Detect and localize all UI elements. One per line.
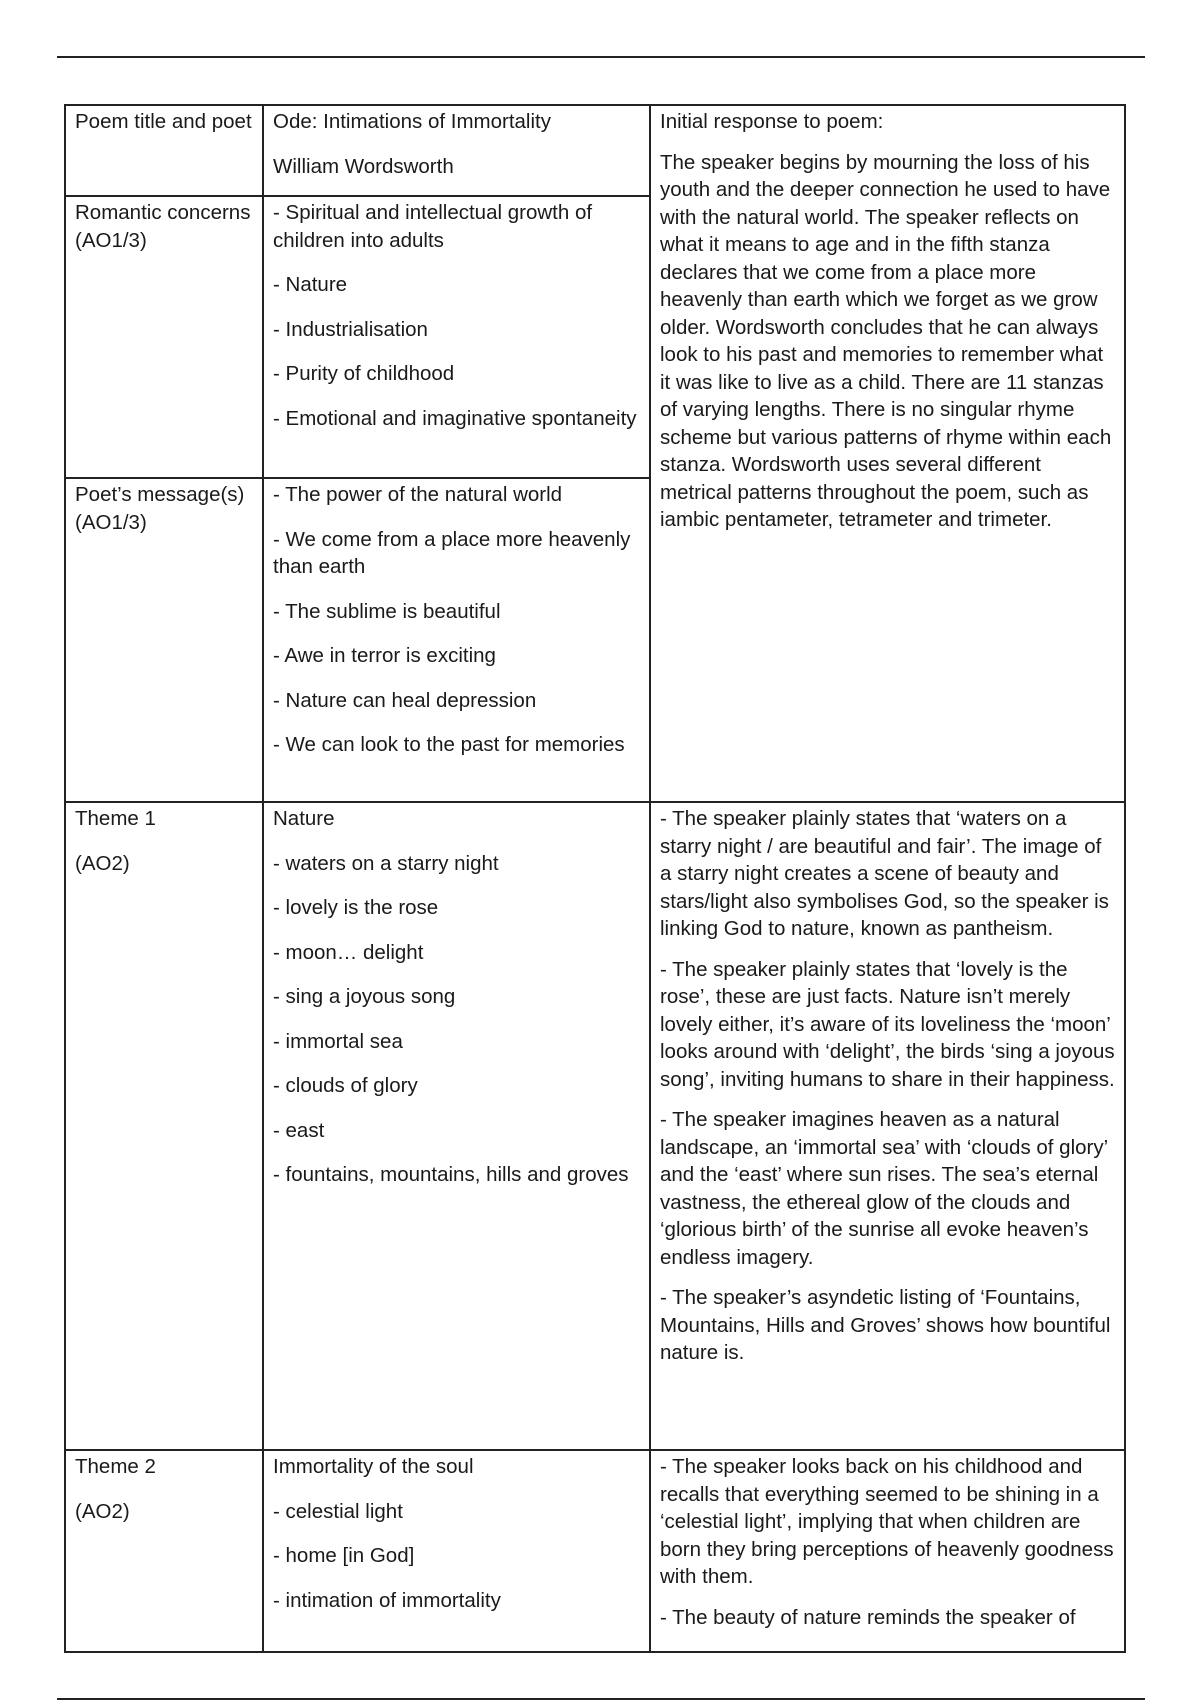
romantic-concerns-cell [263, 196, 650, 478]
initial-response-cell [650, 105, 1125, 802]
list-item: - waters on a starry night [273, 851, 499, 875]
row-label-ao: (AO2) [75, 851, 130, 875]
analysis-paragraph: - The speaker plainly states that ‘lovely is the rose’, these are just facts. Nature isn’t merely lovely either, it’s aware of its loveliness the ‘moon’ looks around with ‘delight’, the birds ‘sing a joyous song’, inviting humans to share in their happiness. [660, 957, 1115, 1091]
analysis-paragraph: - The speaker looks back on his childhood and recalls that everything seemed to be shining in a ‘celestial light’, implying that when children are born they bring perceptions of heavenly goodness with them. [660, 1455, 1114, 1588]
poet-name: William Wordsworth [273, 154, 454, 178]
list-item: - intimation of immortality [273, 1588, 501, 1612]
header-rule [57, 56, 1145, 58]
analysis-paragraph: - The speaker’s asyndetic listing of ‘Fountains, Mountains, Hills and Groves’ shows how bountiful nature is. [660, 1286, 1111, 1364]
list-item: - Industrialisation [273, 317, 428, 341]
row-label-ao: (AO2) [75, 1499, 130, 1523]
list-item: - clouds of glory [273, 1074, 418, 1097]
row-label: Romantic concerns (AO1/3) [75, 201, 251, 252]
list-item: - Spiritual and intellectual growth of children into adults [273, 201, 593, 252]
analysis-paragraph: - The speaker imagines heaven as a natural landscape, an ‘immortal sea’ with ‘clouds of glory’ and the ‘east’ where sun rises. The sea’s eternal vastness, the ethereal glow of the clouds and ‘glorious birth’ of the sunrise all evoke heaven’s endless imagery. [660, 1108, 1108, 1269]
poem-title: Ode: Intimations of Immortality [273, 110, 551, 133]
list-item: - moon… delight [273, 940, 424, 964]
table-row [65, 1450, 1125, 1652]
list-item: - fountains, mountains, hills and groves [273, 1163, 629, 1186]
list-item: - Nature [273, 273, 348, 296]
poem-analysis-table [64, 104, 1126, 1653]
row-label: Theme 2 [75, 1455, 156, 1478]
row-label: Poem title and poet [75, 110, 252, 133]
theme1-quotes-cell [263, 802, 650, 1450]
list-item: - Awe in terror is exciting [273, 644, 496, 667]
theme2-title: Immortality of the soul [273, 1455, 474, 1478]
table-row [65, 802, 1125, 1450]
list-item: - lovely is the rose [273, 896, 439, 919]
list-item: - We come from a place more heavenly than earth [273, 527, 631, 578]
row-label: Theme 1 [75, 807, 156, 830]
list-item: - Emotional and imaginative spontaneity [273, 406, 637, 430]
list-item: - celestial light [273, 1499, 403, 1523]
poet-message-cell [263, 478, 650, 802]
romantic-concerns-label [65, 196, 263, 478]
initial-response-heading: Initial response to poem: [660, 110, 884, 133]
poet-message-label [65, 478, 263, 802]
theme2-quotes-cell [263, 1450, 650, 1652]
theme1-label [65, 802, 263, 1450]
list-item: - sing a joyous song [273, 985, 456, 1008]
title-poet-cell [263, 105, 650, 196]
list-item: - east [273, 1118, 325, 1142]
analysis-paragraph: - The speaker plainly states that ‘waters on a starry night / are beautiful and fair’. The image of a starry night creates a scene of beauty and stars/light also symbolises God, so the speaker is linking God to nature, known as pantheism. [660, 807, 1109, 940]
list-item: - home [in God] [273, 1544, 415, 1567]
list-item: - The sublime is beautiful [273, 599, 501, 623]
list-item: - immortal sea [273, 1029, 403, 1053]
theme1-analysis-cell [650, 802, 1125, 1450]
row-label: Poet’s message(s) (AO1/3) [75, 483, 245, 534]
list-item: - Purity of childhood [273, 362, 455, 385]
initial-response-text: The speaker begins by mourning the loss of his youth and the deeper connection he used to have with the natural world. The speaker reflects on what it means to age and in the fifth stanza declares that we come from a place more heavenly than earth which we forget as we grow older. Wordsworth concludes that he can always look to his past and memories to remember what it was like to live as a child. There are 11 stanzas of varying lengths. There is no singular rhyme scheme but various patterns of rhyme within each stanza. Wordsworth uses several different metrical patterns throughout the poem, such as iambic pentameter, tetrameter and trimeter. [660, 150, 1112, 531]
list-item: - We can look to the past for memories [273, 733, 625, 756]
title-poet-label [65, 105, 263, 196]
theme2-analysis-cell [650, 1450, 1125, 1652]
list-item: - The power of the natural world [273, 483, 563, 506]
list-item: - Nature can heal depression [273, 688, 537, 712]
theme1-title: Nature [273, 807, 335, 830]
theme2-label [65, 1450, 263, 1652]
analysis-paragraph: - The beauty of nature reminds the speaker of [660, 1605, 1076, 1629]
table-row [65, 105, 1125, 196]
